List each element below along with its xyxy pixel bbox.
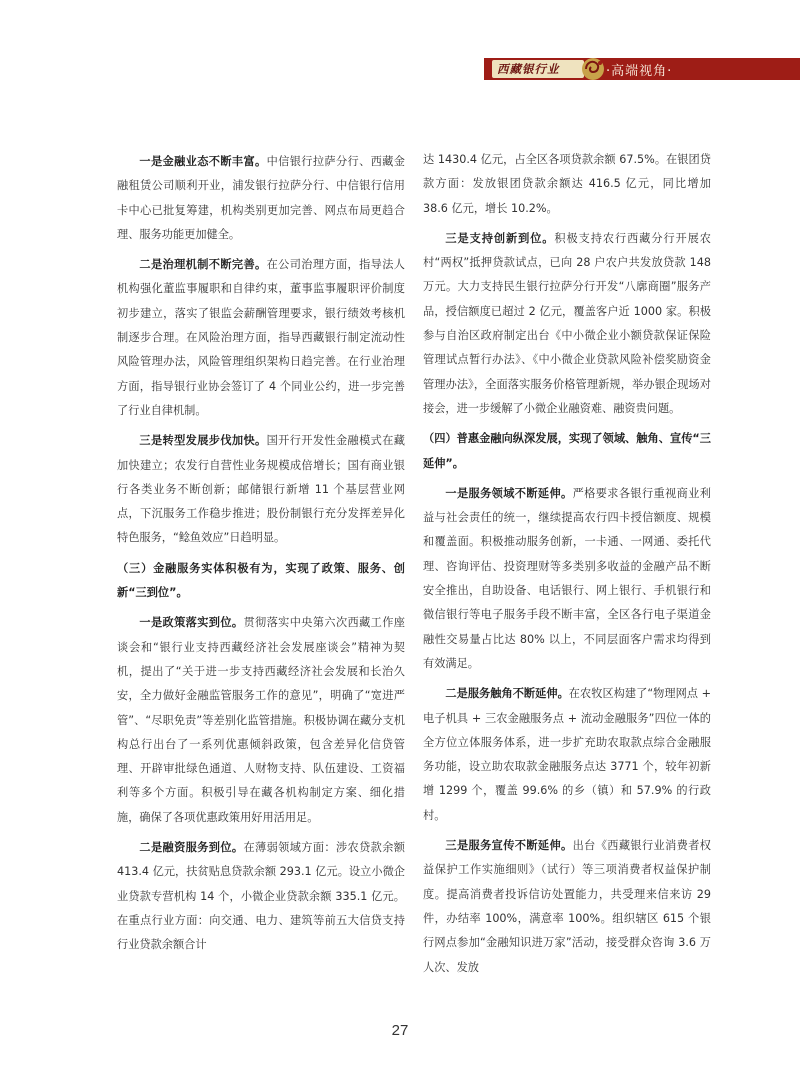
paragraph-text: 在薄弱领域方面：涉农贷款余额 413.4 亿元，扶贫贴息贷款余额 293.1 亿元。设立小微企业贷款专营机构 14 个，小微企业贷款余额 335.1 亿元。在重点行业方面：向交通、电力、建筑等前五大信贷支持行业贷款余额合计 [117, 841, 405, 952]
right-column [423, 148, 711, 986]
brand-title: 西藏银行业 [497, 62, 560, 76]
paragraph [423, 682, 711, 828]
paragraph-text: 贯彻落实中央第六次西藏工作座谈会和“银行业支持西藏经济社会发展座谈会”精神为契机，提出了“关于进一步支持西藏经济社会发展和长治久安，全力做好金融监管服务工作的意见”，明确了“宽进严管”、“尽职免责”等差别化监管措施。积极协调在藏分支机构总行出台了一系列优惠倾斜政策，包含差异化信贷管理、开辟审批绿色通道、人财物支持、队伍建设、工资福利等多个方面。积极引导在藏各机构制定方案、细化措施，确保了各项优惠政策用好用活用足。 [117, 616, 405, 824]
lead-phrase: 二是融资服务到位。 [139, 841, 244, 855]
paragraph [117, 253, 405, 423]
section-heading: （三）金融服务实体积极有为，实现了政策、服务、创新“三到位”。 [117, 561, 405, 600]
paragraph [117, 836, 405, 957]
paragraph [423, 482, 711, 676]
lead-phrase: 一是金融业态不断丰富。 [139, 155, 267, 168]
lead-phrase: 一是政策落实到位。 [139, 616, 244, 630]
lead-phrase: 二是服务触角不断延伸。 [445, 687, 569, 701]
paragraph-text: 严格要求各银行重视商业利益与社会责任的统一，继续提高农行四卡授信额度、规模和覆盖面。积极推动服务创新，一卡通、一网通、委托代理、咨询评估、投资理财等多类别多收益的金融产品不断安全推出，自助设备、电话银行、网上银行、手机银行和微信银行等电子服务手段不断丰富，全区各行电子渠道金融性交易量占比达 80% 以上，不同层面客户需求均得到有效满足。 [423, 486, 711, 670]
lead-phrase: 三是转型发展步伐加快。 [139, 434, 267, 448]
paragraph-text: 积极支持农行西藏分行开展农村“两权”抵押贷款试点，已向 28 户农户共发放贷款 148 万元。大力支持民生银行拉萨分行开发“八廓商圈”服务产品，授信额度已超过 2 亿元，覆盖客户近 1000 家。积极参与自治区政府制定出台《中小微企业小额贷款保证保险管理试点暂行办法》、《中小微企业贷款风险补偿奖励资金管理办法》，全面落实服务价格管理新规，举办银企现场对接会，进一步缓解了小微企业融资难、融资贵问题。 [423, 231, 711, 415]
lead-phrase: 三是支持创新到位。 [445, 231, 555, 245]
paragraph-text: 在公司治理方面，指导法人机构强化董监事履职和自律约束，董事监事履职评价制度初步建立，落实了银监会薪酬管理要求，银行绩效考核机制逐步合理。在风险治理方面，指导西藏银行制定流动性风险管理办法，风险管理组织架构日趋完善。在行业治理方面，指导银行业协会签订了 4 个同业公约，进一步完善了行业自律机制。 [117, 258, 405, 417]
page-number: 27 [391, 1022, 409, 1039]
paragraph [117, 611, 405, 830]
paragraph [117, 150, 405, 247]
paragraph [423, 227, 711, 421]
section-heading: （四）普惠金融向纵深发展，实现了领域、触角、宣传“三延伸”。 [423, 432, 711, 470]
paragraph-text: 在农牧区构建了“物理网点 + 电子机具 + 三农金融服务点 + 流动金融服务”四位一体的全方位立体服务体系，进一步扩充助农取款点综合金融服务功能，设立助农取款金融服务点达 3771 个，较年初新增 1299 个，覆盖 99.6% 的乡（镇）和 57.9% 的行政村。 [423, 687, 711, 822]
lead-phrase: 一是服务领域不断延伸。 [445, 486, 573, 500]
ornament-swirl-icon [578, 54, 608, 84]
paragraph [423, 834, 711, 980]
paragraph-continued: 达 1430.4 亿元，占全区各项贷款余额 67.5%。在银团贷款方面：发放银团贷款余额达 416.5 亿元，同比增加 38.6 亿元，增长 10.2%。 [423, 153, 711, 215]
paragraph-text: 出台《西藏银行业消费者权益保护工作实施细则》（试行）等三项消费者权益保护制度。提高消费者投诉信访处置能力，共受理来信来访 29 件，办结率 100%，满意率 100%。组织辖区 615 个银行网点参加“金融知识进万家”活动，接受群众咨询 3.6 万人次、发放 [423, 839, 711, 974]
section-label: ·高端视角· [606, 64, 673, 79]
paragraph [117, 429, 405, 550]
paragraph-text: 国开行开发性金融模式在藏加快建立；农发行自营性业务规模成倍增长；国有商业银行各类业务不断创新；邮储银行新增 11 个基层营业网点，下沉服务工作稳步推进；股份制银行充分发挥差异化特色服务，“鲶鱼效应”日趋明显。 [117, 434, 405, 545]
lead-phrase: 三是服务宣传不断延伸。 [445, 839, 573, 853]
lead-phrase: 二是治理机制不断完善。 [139, 258, 267, 272]
left-column [117, 150, 405, 964]
paragraph-text: 中信银行拉萨分行、西藏金融租赁公司顺利开业，浦发银行拉萨分行、中信银行信用卡中心已批复筹建，机构类别更加完善、网点布局更趋合理、服务功能更加健全。 [117, 155, 405, 241]
